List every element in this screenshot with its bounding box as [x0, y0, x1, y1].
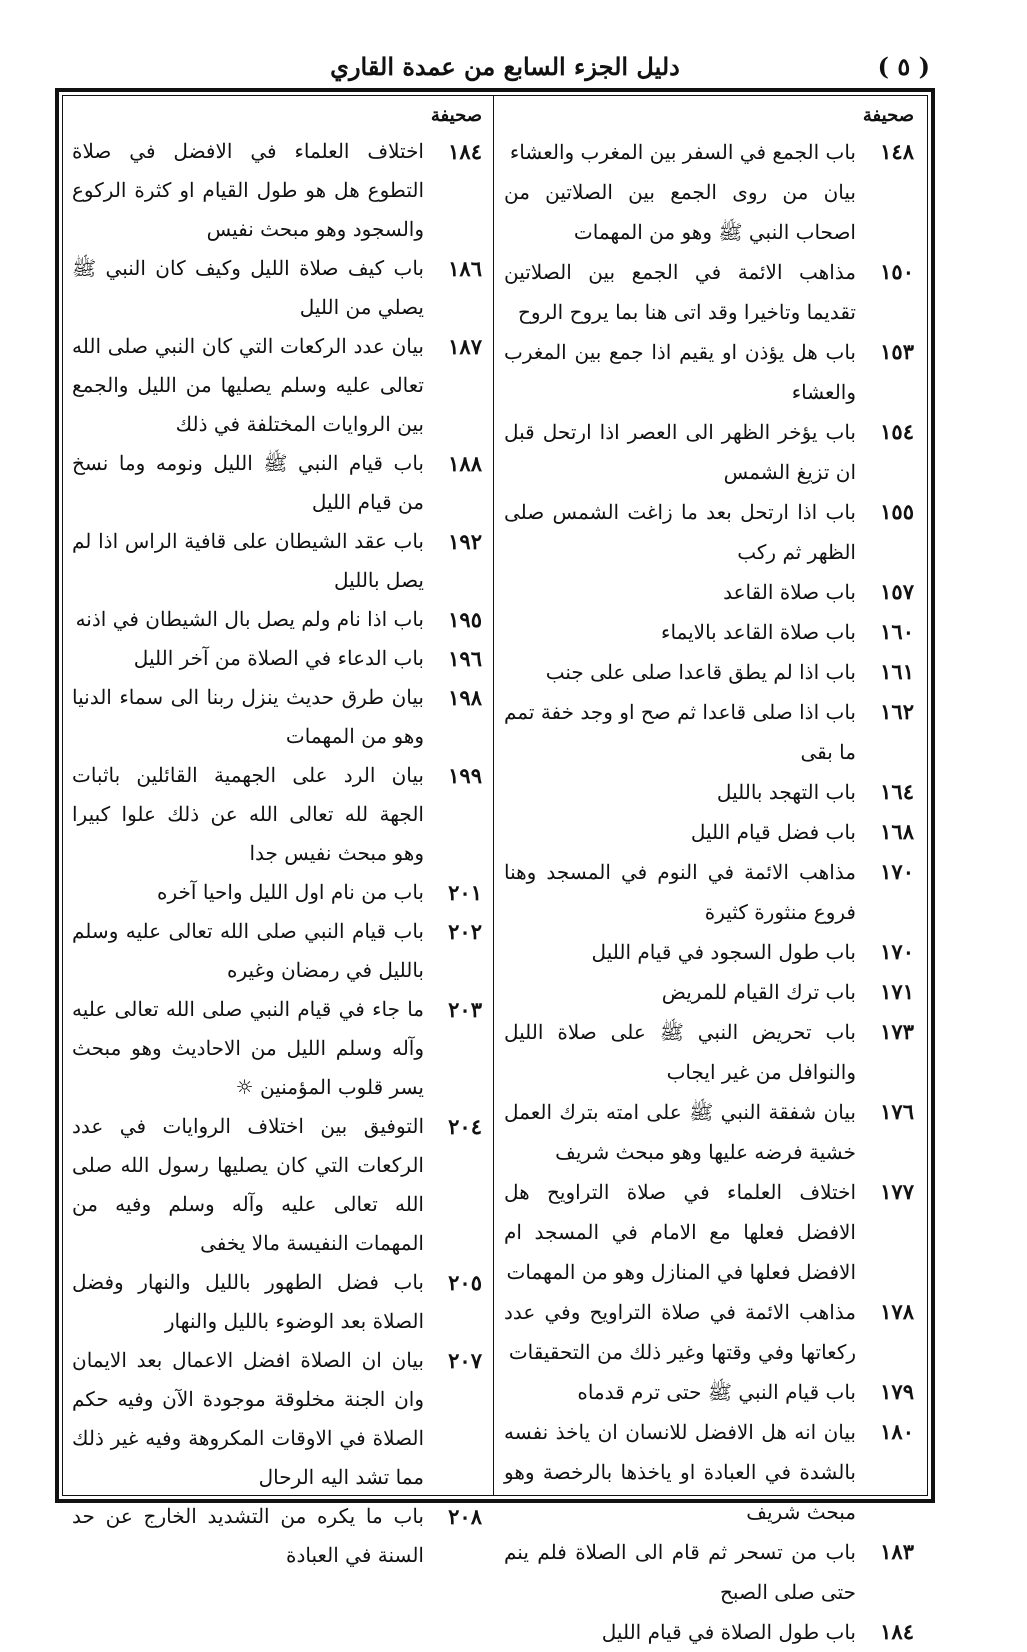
right-column-heading: صحيفة — [862, 105, 914, 126]
toc-entry — [504, 1532, 914, 1612]
entry-title: باب يؤخر الظهر الى العصر اذا ارتحل قبل ان تزيغ الشمس — [504, 420, 856, 484]
toc-entry — [504, 652, 914, 692]
entry-page-number: ١٧٨ — [880, 1299, 914, 1324]
entry-page-number: ١٨٠ — [880, 1419, 914, 1444]
entry-title: باب اذا صلى قاعدا ثم صح او وجد خفة تمم ما بقى — [504, 700, 856, 764]
entry-page-number: ١٦٢ — [880, 699, 914, 724]
toc-entry — [72, 522, 482, 600]
entry-page-number: ١٨٤ — [448, 139, 482, 164]
entry-title: بيان شفقة النبي ﷺ على امته بترك العمل خشية فرضه عليها وهو مبحث شريف — [504, 1100, 856, 1164]
entry-title: اختلاف العلماء في صلاة التراويح هل الافضل فعلها مع الامام في المسجد ام الافضل فعلها في المنازل وهو من المهمات — [504, 1180, 856, 1284]
entry-title: بيان الرد على الجهمية القائلين باثبات الجهة لله تعالى الله عن ذلك علوا كبيرا وهو مبحث نفيس جدا — [72, 763, 424, 865]
toc-entry — [72, 756, 482, 873]
toc-entry — [72, 249, 482, 327]
toc-entry — [504, 252, 914, 332]
toc-entry — [504, 132, 914, 172]
entry-page-number: ١٧٦ — [880, 1099, 914, 1124]
toc-entry — [504, 572, 914, 612]
entry-title: باب ما يكره من التشديد الخارج عن حد السنة في العبادة — [72, 1504, 424, 1567]
toc-entry — [72, 327, 482, 444]
toc-entry — [504, 812, 914, 852]
entry-title: باب قيام النبي ﷺ حتى ترم قدماه — [577, 1380, 856, 1404]
toc-entry — [504, 1292, 914, 1372]
toc-entry — [72, 444, 482, 522]
entry-title: باب صلاة القاعد — [723, 580, 856, 604]
entry-title: مذاهب الائمة في النوم في المسجد وهنا فروع منثورة كثيرة — [504, 860, 856, 924]
entry-title: باب هل يؤذن او يقيم اذا جمع بين المغرب والعشاء — [504, 340, 856, 404]
entry-page-number: ١٩٨ — [448, 685, 482, 710]
toc-entry — [72, 1341, 482, 1497]
entry-page-number: ١٨٦ — [448, 256, 482, 281]
toc-entry — [504, 852, 914, 932]
entry-title: باب قيام النبي ﷺ الليل ونومه وما نسخ من قيام الليل — [72, 451, 424, 514]
toc-entry — [72, 990, 482, 1107]
entry-page-number: ١٥٤ — [880, 419, 914, 444]
toc-entry — [504, 1012, 914, 1092]
toc-entry — [72, 1107, 482, 1263]
column-divider — [493, 95, 494, 1496]
entry-title: باب طول السجود في قيام الليل — [591, 940, 856, 964]
entry-page-number: ٢٠٤ — [448, 1114, 482, 1139]
entry-page-number: ١٧٠ — [880, 939, 914, 964]
entry-title: باب قيام النبي صلى الله تعالى عليه وسلم بالليل في رمضان وغيره — [72, 919, 424, 982]
entry-page-number: ١٩٢ — [448, 529, 482, 554]
entry-title: باب من تسحر ثم قام الى الصلاة فلم ينم حتى صلى الصبح — [504, 1540, 856, 1604]
entry-page-number: ١٥٣ — [880, 339, 914, 364]
toc-entry — [72, 912, 482, 990]
entry-page-number: ١٧٠ — [880, 859, 914, 884]
entry-page-number: ١٧١ — [880, 979, 914, 1004]
entry-page-number: ١٥٠ — [880, 259, 914, 284]
entry-title: التوفيق بين اختلاف الروايات في عدد الركعات التي كان يصليها رسول الله صلى الله تعالى عليه وآله وسلم وفيه من المهمات النفيسة مالا يخفى — [72, 1114, 424, 1255]
entry-page-number: ١٦٠ — [880, 619, 914, 644]
entry-title: باب فضل الطهور بالليل والنهار وفضل الصلاة بعد الوضوء بالليل والنهار — [72, 1270, 424, 1333]
toc-entry — [504, 692, 914, 772]
toc-entry — [72, 873, 482, 912]
entry-page-number: ١٧٩ — [880, 1379, 914, 1404]
entry-title: باب صلاة القاعد بالايماء — [661, 620, 856, 644]
entry-page-number: ١٦٤ — [880, 779, 914, 804]
entry-page-number: ١٨٧ — [448, 334, 482, 359]
entry-title: باب اذا نام ولم يصل بال الشيطان في اذنه — [75, 607, 424, 631]
entry-title: باب فضل قيام الليل — [690, 820, 856, 844]
toc-entry — [72, 639, 482, 678]
entry-title: باب ترك القيام للمريض — [661, 980, 856, 1004]
entry-page-number: ١٤٨ — [880, 139, 914, 164]
entry-title: باب من نام اول الليل واحيا آخره — [157, 880, 424, 904]
toc-entry — [504, 1412, 914, 1532]
entry-page-number: ١٨٨ — [448, 451, 482, 476]
toc-entry — [504, 972, 914, 1012]
toc-entry — [72, 600, 482, 639]
right-column — [496, 100, 924, 1652]
toc-entry — [504, 612, 914, 652]
left-column — [66, 100, 490, 1575]
entry-title: باب اذا لم يطق قاعدا صلى على جنب — [545, 660, 856, 684]
entry-title: باب طول الصلاة في قيام الليل — [601, 1620, 856, 1644]
page-header — [70, 50, 940, 86]
toc-entry — [504, 412, 914, 492]
toc-entry — [504, 1372, 914, 1412]
entry-page-number: ١٩٥ — [448, 607, 482, 632]
toc-entry — [504, 1612, 914, 1652]
entry-page-number: ١٥٥ — [880, 499, 914, 524]
entry-page-number: ٢٠٣ — [448, 997, 482, 1022]
entry-title: مذاهب الائمة في الجمع بين الصلاتين تقديما وتاخيرا وقد اتى هنا بما يروح الروح — [504, 260, 856, 324]
toc-entry — [504, 1092, 914, 1172]
entry-title: باب الجمع في السفر بين المغرب والعشاء — [509, 140, 856, 164]
entry-title: بيان طرق حديث ينزل ربنا الى سماء الدنيا وهو من المهمات — [72, 685, 424, 748]
entry-page-number: ١٦١ — [880, 659, 914, 684]
entry-title: ما جاء في قيام النبي صلى الله تعالى عليه وآله وسلم الليل من الاحاديث وهو مبحث يسر قلوب المؤمنين ☼ — [72, 997, 424, 1099]
toc-entry — [504, 1172, 914, 1292]
page-number: ( ٥ ) — [877, 52, 930, 81]
entry-page-number: ٢٠٧ — [448, 1348, 482, 1373]
entry-title: اختلاف العلماء في الافضل في صلاة التطوع هل هو طول القيام او كثرة الركوع والسجود وهو مبحث نفيس — [72, 139, 424, 241]
entry-title: باب الدعاء في الصلاة من آخر الليل — [133, 646, 424, 670]
entry-page-number: ٢٠١ — [448, 880, 482, 905]
entry-page-number: ١٧٧ — [880, 1179, 914, 1204]
entry-page-number: ١٦٨ — [880, 819, 914, 844]
entry-title: مذاهب الائمة في صلاة التراويح وفي عدد ركعاتها وفي وقتها وغير ذلك من التحقيقات — [504, 1300, 856, 1364]
entry-title: بيان ان الصلاة افضل الاعمال بعد الايمان وان الجنة مخلوقة موجودة الآن وفيه حكم الصلاة في الاوقات المكروهة وفيه غير ذلك مما تشد اليه الرحال — [72, 1348, 424, 1489]
entry-page-number: ٢٠٥ — [448, 1270, 482, 1295]
entry-title: بيان عدد الركعات التي كان النبي صلى الله تعالى عليه وسلم يصليها من الليل والجمع بين الروايات المختلفة في ذلك — [72, 334, 424, 436]
toc-entry — [504, 932, 914, 972]
entry-page-number: ١٥٧ — [880, 579, 914, 604]
toc-entry — [504, 772, 914, 812]
entry-title: باب اذا ارتحل بعد ما زاغت الشمس صلى الظهر ثم ركب — [504, 500, 856, 564]
entry-title: باب تحريض النبي ﷺ على صلاة الليل والنوافل من غير ايجاب — [504, 1020, 856, 1084]
running-title: دليل الجزء السابع من عمدة القاري — [330, 52, 680, 81]
entry-page-number: ١٩٩ — [448, 763, 482, 788]
entry-title: باب كيف صلاة الليل وكيف كان النبي ﷺ يصلي من الليل — [72, 256, 424, 319]
entry-title: باب التهجد بالليل — [716, 780, 856, 804]
toc-entry — [72, 1263, 482, 1341]
toc-entry — [504, 172, 914, 252]
entry-page-number: ١٩٦ — [448, 646, 482, 671]
left-column-heading: صحيفة — [430, 105, 482, 126]
entry-page-number: ٢٠٨ — [448, 1504, 482, 1529]
entry-page-number: ١٨٣ — [880, 1539, 914, 1564]
entry-page-number: ١٧٣ — [880, 1019, 914, 1044]
entry-title: باب عقد الشيطان على قافية الراس اذا لم يصل بالليل — [72, 529, 424, 592]
toc-entry — [72, 678, 482, 756]
toc-entry — [72, 132, 482, 249]
toc-entry — [504, 332, 914, 412]
entry-page-number: ٢٠٢ — [448, 919, 482, 944]
toc-entry — [504, 492, 914, 572]
toc-entry — [72, 1497, 482, 1575]
entry-page-number: ١٨٤ — [880, 1619, 914, 1644]
entry-title: بيان انه هل الافضل للانسان ان ياخذ نفسه بالشدة في العبادة او ياخذها بالرخصة وهو مبحث شريف — [504, 1420, 856, 1524]
entry-title: بيان من روى الجمع بين الصلاتين من اصحاب النبي ﷺ وهو من المهمات — [504, 180, 856, 244]
